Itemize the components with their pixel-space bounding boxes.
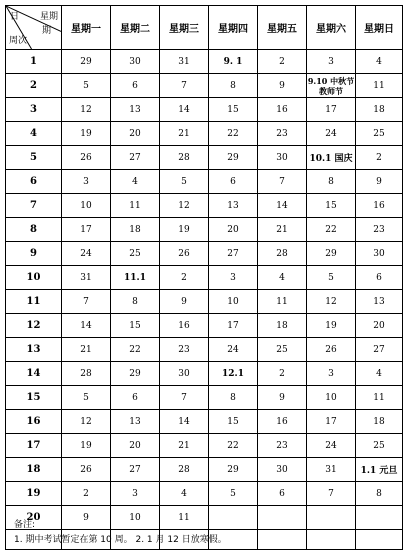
date-cell: 16 [258,98,307,122]
week-row [6,314,403,338]
date-cell: 4 [356,50,403,74]
date-cell: 19 [62,122,111,146]
week-number-cell: 9 [6,242,62,266]
date-cell: 30 [258,458,307,482]
date-cell: 12 [62,410,111,434]
date-cell: 19 [62,434,111,458]
date-cell: 10 [62,194,111,218]
date-cell: 7 [307,482,356,506]
week-number-cell: 16 [6,410,62,434]
date-cell: 11 [111,194,160,218]
date-cell: 14 [160,410,209,434]
week-row [6,50,403,74]
date-cell: 8 [209,74,258,98]
week-number-cell: 13 [6,338,62,362]
date-cell [258,530,307,550]
week-number-cell: 14 [6,362,62,386]
date-cell: 11 [356,74,403,98]
date-cell: 23 [258,122,307,146]
week-row [6,218,403,242]
date-cell: 24 [209,338,258,362]
date-cell: 15 [307,194,356,218]
date-cell: 11 [356,386,403,410]
day-header-monday: 星期一 [62,6,111,50]
date-cell: 28 [160,146,209,170]
date-cell: 20 [111,122,160,146]
date-cell: 24 [307,122,356,146]
date-cell: 9.10 中秋节 教师节 [307,75,355,96]
date-cell: 22 [111,338,160,362]
week-number-cell: 10 [6,266,62,290]
date-cell: 2 [258,50,307,74]
date-cell: 24 [62,242,111,266]
date-cell: 16 [356,194,403,218]
date-cell: 13 [356,290,403,314]
week-number-cell: 17 [6,434,62,458]
date-cell: 4 [356,362,403,386]
date-cell: 16 [258,410,307,434]
date-cell: 25 [356,434,403,458]
date-cell: 2 [160,266,209,290]
date-cell: 1.1 元旦 [356,458,403,482]
date-cell: 28 [62,362,111,386]
date-cell: 12 [62,98,111,122]
date-cell [307,506,356,530]
week-row [6,122,403,146]
date-cell: 5 [307,266,356,290]
date-cell: 24 [307,434,356,458]
date-cell: 8 [356,482,403,506]
date-cell: 30 [111,50,160,74]
week-number-cell: 20 [6,506,62,530]
date-cell: 18 [356,98,403,122]
date-cell: 27 [111,146,160,170]
week-row [6,482,403,506]
date-cell: 22 [307,218,356,242]
date-cell: 6 [111,386,160,410]
date-cell: 11 [258,290,307,314]
date-cell: 15 [209,98,258,122]
date-cell: 21 [62,338,111,362]
date-cell: 29 [111,362,160,386]
corner-label-day: 日 [10,12,20,22]
date-cell: 13 [111,98,160,122]
date-cell: 29 [307,242,356,266]
date-cell: 27 [111,458,160,482]
date-cell: 12 [160,194,209,218]
day-header-friday: 星期五 [258,6,307,50]
week-row [6,410,403,434]
week-number-cell: 8 [6,218,62,242]
date-cell: 9 [160,290,209,314]
date-cell: 10 [111,506,160,530]
date-cell: 22 [209,122,258,146]
date-cell: 30 [356,242,403,266]
week-number-cell: 19 [6,482,62,506]
date-cell: 6 [258,482,307,506]
date-cell: 11.1 [111,266,160,290]
date-cell: 9 [258,386,307,410]
week-row [6,362,403,386]
date-cell: 17 [62,218,111,242]
date-cell: 28 [160,458,209,482]
corner-label-weekday: 星期 [39,12,58,22]
date-cell: 18 [356,410,403,434]
date-cell: 20 [111,434,160,458]
week-number-cell: 7 [6,194,62,218]
week-number-cell: 2 [6,74,62,98]
date-cell: 26 [160,242,209,266]
date-cell: 17 [209,314,258,338]
date-cell: 26 [62,146,111,170]
date-cell: 4 [258,266,307,290]
week-row [6,194,403,218]
date-cell: 20 [209,218,258,242]
week-row [6,98,403,122]
week-row [6,338,403,362]
notes-line: 1. 期中考试暂定在第 10 周。 2. 1 月 12 日放寒假。 [14,535,227,545]
date-cell: 29 [62,50,111,74]
date-cell: 4 [160,482,209,506]
week-number-cell: 1 [6,50,62,74]
corner-label-week-number: 周次 [9,36,28,46]
date-cell [356,530,403,550]
date-cell: 30 [160,362,209,386]
date-cell: 17 [307,410,356,434]
date-cell: 21 [160,122,209,146]
date-cell: 11 [160,506,209,530]
week-row [6,74,403,98]
week-number-cell: 6 [6,170,62,194]
date-cell: 14 [160,98,209,122]
week-row [6,290,403,314]
date-cell: 29 [209,458,258,482]
week-number-cell: 4 [6,122,62,146]
date-cell: 10 [209,290,258,314]
date-cell: 5 [160,170,209,194]
date-cell: 9 [356,170,403,194]
date-cell: 3 [111,482,160,506]
date-cell: 26 [62,458,111,482]
date-cell: 31 [160,50,209,74]
date-cell: 21 [160,434,209,458]
date-cell: 8 [209,386,258,410]
date-cell: 12.1 [209,362,258,386]
date-cell: 14 [258,194,307,218]
week-row [6,434,403,458]
week-number-cell: 5 [6,146,62,170]
date-cell: 3 [209,266,258,290]
date-cell: 23 [160,338,209,362]
date-cell [258,506,307,530]
date-cell: 17 [307,98,356,122]
date-cell: 6 [209,170,258,194]
week-number-cell: 11 [6,290,62,314]
week-row [6,242,403,266]
week-number-cell: 12 [6,314,62,338]
date-cell: 4 [111,170,160,194]
date-cell: 16 [160,314,209,338]
week-row [6,170,403,194]
date-cell: 12 [307,290,356,314]
date-cell [356,506,403,530]
date-cell: 6 [356,266,403,290]
date-cell: 7 [160,74,209,98]
day-header-tuesday: 星期二 [111,6,160,50]
date-cell: 5 [62,74,111,98]
day-header-thursday: 星期四 [209,6,258,50]
week-number-cell: 15 [6,386,62,410]
date-cell: 7 [62,290,111,314]
date-cell: 25 [356,122,403,146]
date-cell: 7 [160,386,209,410]
date-cell: 8 [307,170,356,194]
date-cell: 5 [62,386,111,410]
week-row [6,386,403,410]
date-cell: 27 [209,242,258,266]
date-cell: 3 [307,362,356,386]
date-cell: 2 [356,146,403,170]
date-cell: 20 [356,314,403,338]
school-calendar-table [5,5,403,550]
week-number-cell: 18 [6,458,62,482]
notes-title: 备注: [14,520,36,530]
date-cell: 9. 1 [209,50,258,74]
week-row [6,458,403,482]
week-row [6,146,403,170]
notes-section [14,518,227,548]
date-cell: 27 [356,338,403,362]
week-number-cell: 3 [6,98,62,122]
day-header-wednesday: 星期三 [160,6,209,50]
date-cell: 28 [258,242,307,266]
date-cell [307,530,356,550]
date-cell: 9 [62,506,111,530]
date-cell: 18 [111,218,160,242]
date-cell: 7 [258,170,307,194]
week-row [6,266,403,290]
date-cell: 13 [209,194,258,218]
date-cell: 6 [111,74,160,98]
date-cell: 13 [111,410,160,434]
date-cell: 2 [62,482,111,506]
date-cell: 30 [258,146,307,170]
date-cell: 5 [209,482,258,506]
date-cell: 18 [258,314,307,338]
date-cell: 23 [258,434,307,458]
header-row [6,6,403,50]
date-cell: 10.1 国庆 [307,146,356,170]
date-cell: 2 [258,362,307,386]
date-cell: 22 [209,434,258,458]
date-cell: 19 [160,218,209,242]
date-cell: 3 [307,50,356,74]
date-cell: 21 [258,218,307,242]
date-cell: 31 [62,266,111,290]
date-cell: 25 [111,242,160,266]
date-cell: 9 [258,74,307,98]
date-cell: 29 [209,146,258,170]
date-cell: 26 [307,338,356,362]
date-cell: 10 [307,386,356,410]
date-cell: 14 [62,314,111,338]
date-cell: 31 [307,458,356,482]
day-header-sunday: 星期日 [356,6,403,50]
date-cell: 15 [111,314,160,338]
date-cell: 23 [356,218,403,242]
corner-label-period: 期 [41,26,51,36]
date-cell: 19 [307,314,356,338]
date-cell: 15 [209,410,258,434]
date-cell: 8 [111,290,160,314]
date-cell: 25 [258,338,307,362]
day-header-saturday: 星期六 [307,6,356,50]
date-cell: 3 [62,170,111,194]
corner-header-cell [6,6,62,50]
